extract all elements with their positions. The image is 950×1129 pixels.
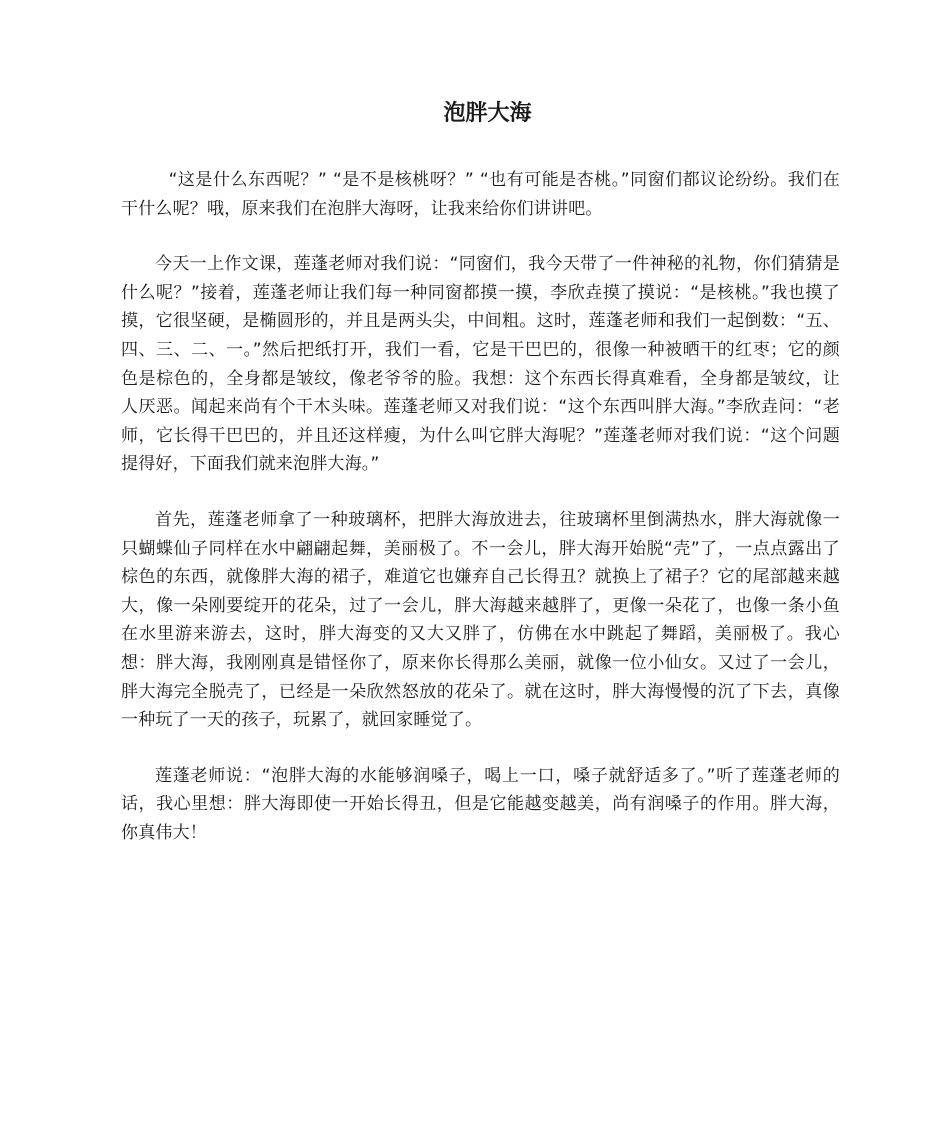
paragraph-1: “这是什么东西呢？” “是不是核桃呀？” “也有可能是杏桃。”同窗们都议论纷纷。我们在干什么呢？哦，原来我们在泡胖大海呀，让我来给你们讲讲吧。 xyxy=(121,170,840,219)
document-title: 泡胖大海 xyxy=(443,101,532,126)
paragraph-2: 今天一上作文课，莲蓬老师对我们说：“同窗们，我今天带了一件神秘的礼物，你们猜猜是什么呢？”接着，莲蓬老师让我们每一种同窗都摸一摸，李欣垚摸了摸说：“是核桃。”我也摸了摸，它很坚硬，是椭圆形的，并且是两头尖，中间粗。这时，莲蓬老师和我们一起倒数：“五、四、三、二、一。”然后把纸打开，我们一看，它是干巴巴的，很像一种被晒干的红枣；它的颜色是棕色的，全身都是皱纹，像老爷爷的脸。我想：这个东西长得真难看，全身都是皱纹，让人厌恶。闻起来尚有个干木头味。莲蓬老师又对我们说：“这个东西叫胖大海。”李欣垚问：“老师，它长得干巴巴的，并且还这样瘦，为什么叫它胖大海呢？”莲蓬老师对我们说：“这个问题提得好，下面我们就来泡胖大海。” xyxy=(121,254,840,475)
paragraph-4: 莲蓬老师说：“泡胖大海的水能够润嗓子，喝上一口，嗓子就舒适多了。”听了莲蓬老师的话，我心里想：胖大海即使一开始长得丑，但是它能越变越美，尚有润嗓子的作用。胖大海，你真伟大！ xyxy=(121,765,840,843)
paragraph-3: 首先，莲蓬老师拿了一种玻璃杯，把胖大海放进去，往玻璃杯里倒满热水，胖大海就像一只蝴蝶仙子同样在水中翩翩起舞，美丽极了。不一会儿，胖大海开始脱“壳”了，一点点露出了棕色的东西，就像胖大海的裙子，难道它也嫌弃自己长得丑？就换上了裙子？它的尾部越来越大，像一朵刚要绽开的花朵，过了一会儿，胖大海越来越胖了，更像一朵花了，也像一条小鱼在水里游来游去，这时，胖大海变的又大又胖了，仿佛在水中跳起了舞蹈，美丽极了。我心想：胖大海，我刚刚真是错怪你了，原来你长得那么美丽，就像一位小仙女。又过了一会儿，胖大海完全脱壳了，已经是一朵欣然怒放的花朵了。就在这时，胖大海慢慢的沉了下去，真像一种玩了一天的孩子，玩累了，就回家睡觉了。 xyxy=(121,509,840,731)
